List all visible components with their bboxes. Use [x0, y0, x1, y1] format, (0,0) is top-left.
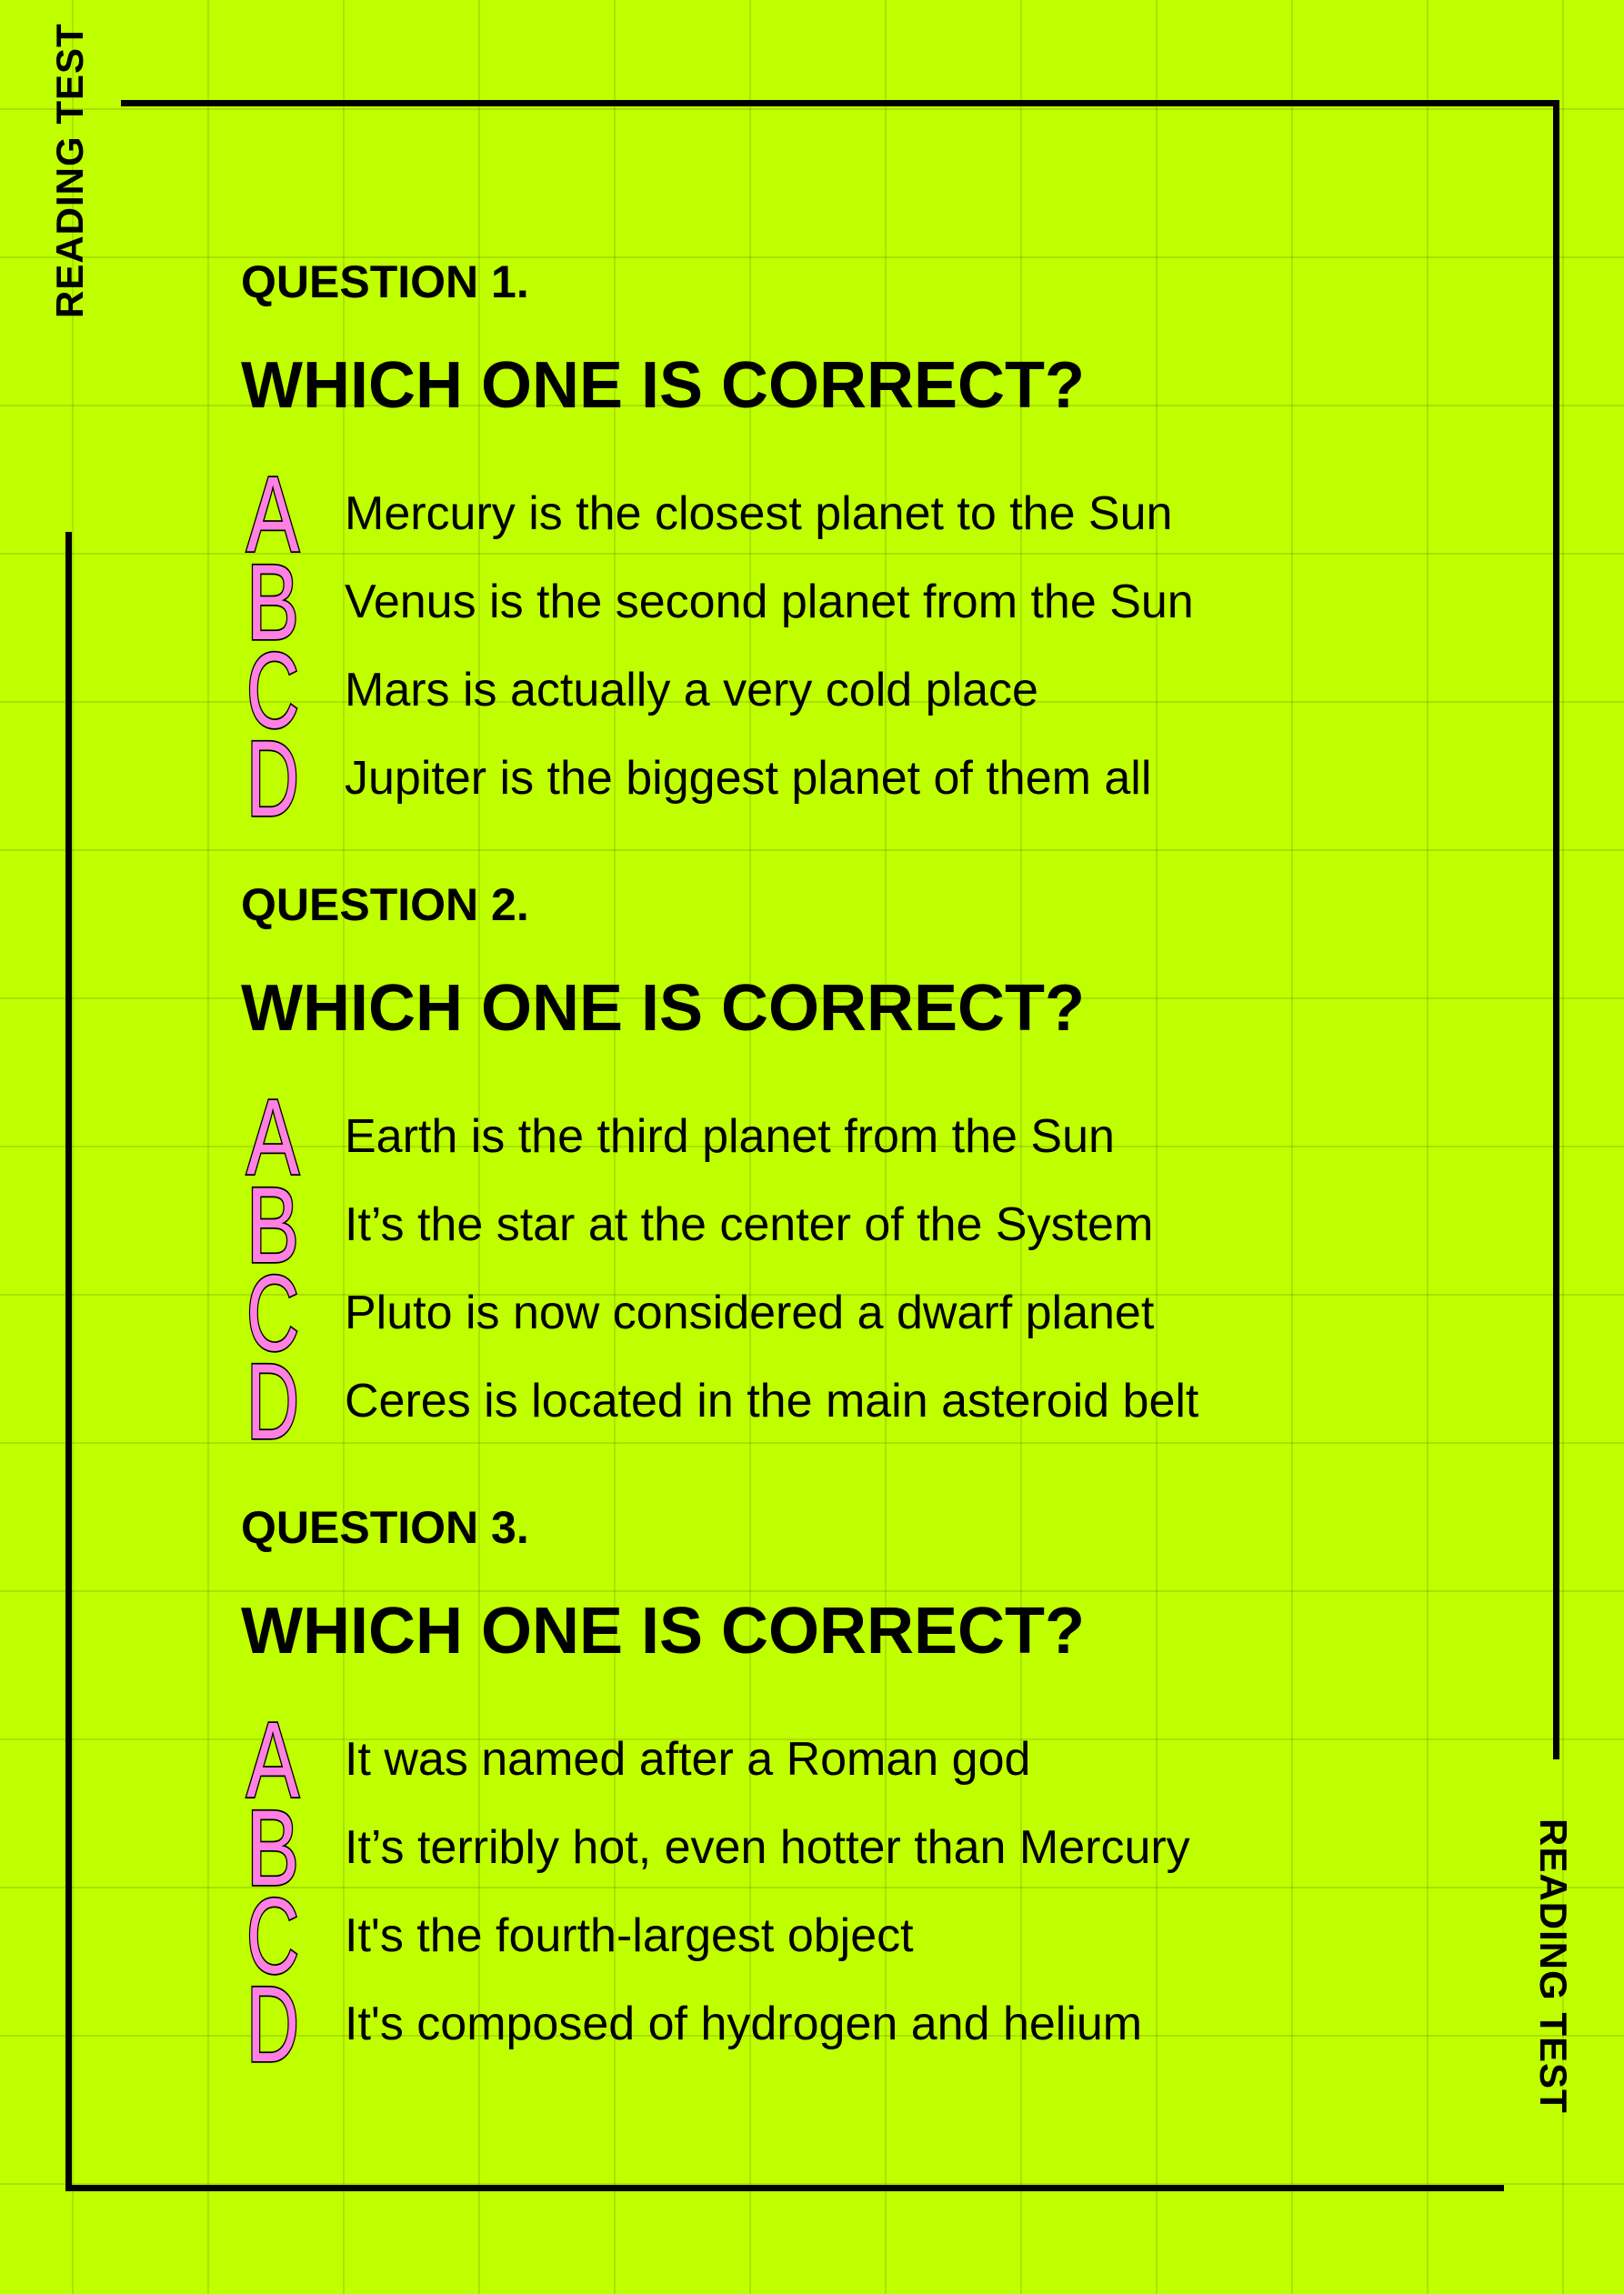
frame-bottom-line [65, 2185, 1504, 2191]
option-letter [241, 1965, 305, 2085]
option-letter-glyph: B [246, 543, 299, 663]
option-text: It's composed of hydrogen and helium [345, 1998, 1143, 2050]
question-number: QUESTION 3. [241, 1502, 529, 1553]
option-letter-glyph: D [246, 719, 299, 839]
answer-option[interactable] [241, 1166, 1332, 1286]
answer-option[interactable] [241, 631, 1332, 751]
option-letter-glyph: A [246, 455, 300, 575]
answer-option[interactable] [241, 719, 1332, 839]
option-text: Pluto is now considered a dwarf planet [345, 1287, 1155, 1339]
question-number: QUESTION 1. [241, 256, 529, 307]
option-letter-glyph: C [246, 1254, 299, 1374]
option-letter-glyph: D [246, 1965, 299, 2085]
option-letter-glyph: D [246, 1342, 299, 1462]
option-text: It was named after a Roman god [345, 1733, 1031, 1786]
side-label-left: READING TEST [48, 23, 91, 318]
option-letter-glyph: A [246, 1700, 300, 1820]
option-letter [241, 719, 305, 839]
question-title: WHICH ONE IS CORRECT? [241, 972, 1085, 1045]
question-title: WHICH ONE IS CORRECT? [241, 1595, 1085, 1668]
frame-top-line [121, 100, 1559, 106]
frame-right-line [1553, 100, 1559, 1759]
option-letter [241, 1342, 305, 1462]
option-text: Venus is the second planet from the Sun [345, 576, 1194, 628]
option-text: It’s terribly hot, even hotter than Mercury [345, 1821, 1190, 1874]
option-letter-glyph: C [246, 1877, 299, 1997]
option-text: Ceres is located in the main asteroid belt [345, 1375, 1199, 1427]
option-text: Jupiter is the biggest planet of them all [345, 752, 1152, 805]
option-text: Mars is actually a very cold place [345, 664, 1038, 716]
option-letter-glyph: B [246, 1788, 299, 1908]
answer-option[interactable] [241, 1077, 1332, 1197]
question-title: WHICH ONE IS CORRECT? [241, 349, 1085, 422]
option-letter-glyph: B [246, 1166, 299, 1286]
option-text: It’s the star at the center of the System [345, 1198, 1154, 1251]
option-letter-glyph: A [246, 1077, 300, 1197]
option-text: It's the fourth-largest object [345, 1909, 914, 1962]
side-label-right: READING TEST [1532, 1818, 1575, 2114]
answer-option[interactable] [241, 1788, 1332, 1908]
answer-option[interactable] [241, 543, 1332, 663]
option-text: Earth is the third planet from the Sun [345, 1110, 1115, 1163]
answer-option[interactable] [241, 1877, 1332, 1997]
answer-option[interactable] [241, 1965, 1332, 2085]
option-letter-glyph: C [246, 631, 299, 751]
question-number: QUESTION 2. [241, 879, 529, 930]
frame-left-line [65, 532, 72, 2191]
option-text: Mercury is the closest planet to the Sun [345, 487, 1173, 540]
answer-option[interactable] [241, 455, 1332, 575]
answer-option[interactable] [241, 1254, 1332, 1374]
answer-option[interactable] [241, 1700, 1332, 1820]
answer-option[interactable] [241, 1342, 1332, 1462]
